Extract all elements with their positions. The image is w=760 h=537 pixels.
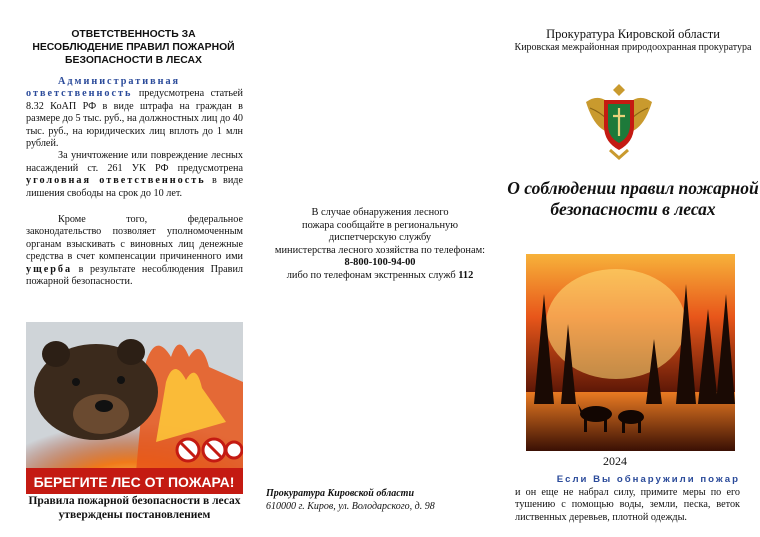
report-fire-block: [266, 207, 494, 283]
admin-term: Административная ответственность: [26, 76, 181, 100]
criminal-text-pre: За уничтожение или повреждение лесных насаждений ст. 261 УК РФ предусмотрена: [26, 150, 243, 174]
address-line: 610000 г. Киров, ул. Володарского, д. 98: [266, 500, 435, 512]
org-subname: Кировская межрайонная природоохранная прокуратура: [514, 42, 752, 53]
admin-text: предусмотрена статьей 8.32 КоАП РФ в виде штрафа на граждан в размере до 5 тыс. руб., на должностных лиц до 40 тыс. руб., на юридических лиц вплоть до 1 млн рублей.: [26, 88, 243, 150]
criminal-term: уголовная ответственность: [26, 175, 206, 187]
emergency-number: 112: [458, 269, 474, 281]
report-line-2: пожара сообщайте в региональную: [302, 219, 458, 231]
report-line-4: министерства лесного хозяйства по телефонам:: [274, 244, 486, 256]
damage-paragraph: [26, 214, 243, 288]
damage-text: в результате несоблюдения Правил пожарной безопасности.: [26, 263, 243, 288]
criminal-paragraph: [26, 150, 243, 200]
rules-title: Правила пожарной безопасности в лесах утверждены постановлением: [28, 495, 241, 521]
fire-tip: [515, 474, 740, 524]
year-label: 2024: [603, 454, 627, 468]
responsibility-body: [26, 76, 243, 289]
fire-tip-text: и он еще не набрал силу, примите меры по его тушению с помощью воды, земли, песка, веток лиственных деревьев, плотной одежды.: [515, 486, 740, 523]
org-name: Прокуратура Кировской области: [546, 27, 720, 41]
poster-slogan: БЕРЕГИТЕ ЛЕС ОТ ПОЖАРА!: [33, 474, 235, 490]
responsibility-title: ОТВЕТСТВЕННОСТЬ ЗА НЕСОБЛЮДЕНИЕ ПРАВИЛ ПОЖАРНОЙ БЕЗОПАСНОСТИ В ЛЕСАХ: [32, 29, 235, 66]
report-line-3: диспетчерскую службу: [328, 232, 432, 244]
forest-fire-art: [526, 254, 735, 451]
admin-paragraph: [26, 76, 243, 150]
damage-term: ущерба: [26, 263, 73, 275]
criminal-text: в виде лишения свободы на срок до 10 лет.: [26, 175, 243, 199]
no-fire-sign-icon: [177, 439, 199, 461]
prosecutor-emblem-icon: [580, 78, 658, 160]
contact-address: [266, 488, 496, 513]
no-smoking-sign-icon: [226, 442, 242, 458]
bear-poster-image: [26, 322, 243, 494]
emergency-line: [266, 270, 494, 283]
hotline-phone: 8-800-100-94-00: [344, 257, 416, 269]
fire-tip-lead: Если Вы обнаружили пожар: [556, 474, 740, 485]
emergency-text: либо по телефонам экстренных служб: [286, 269, 459, 281]
address-org-name: Прокуратура Кировской области: [266, 488, 415, 499]
brochure-title: О соблюдении правил пожарной безопасности в лесах: [507, 178, 759, 219]
forest-fire-image: [526, 254, 735, 451]
bear-poster-art: [26, 322, 243, 494]
report-line-1: В случае обнаружения лесного: [311, 207, 449, 218]
no-match-sign-icon: [203, 439, 225, 461]
damage-text-pre: Кроме того, федеральное законодательство позволяет уполномоченным органам взыскивать с виновных лиц денежные средства в счет компенсации причиненного ими: [26, 214, 243, 263]
